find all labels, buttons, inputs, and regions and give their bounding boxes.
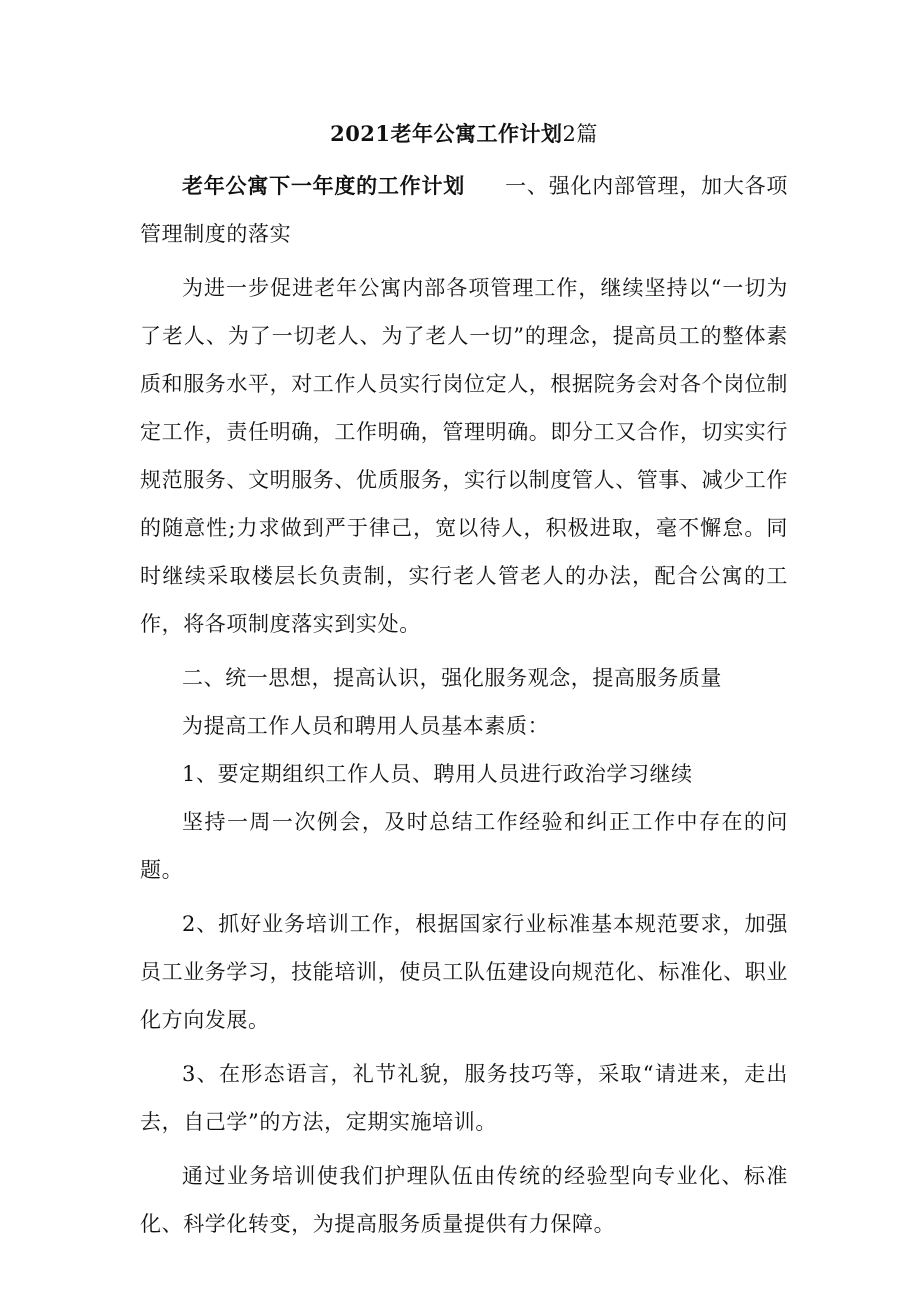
paragraph-2: 为提高工作人员和聘用人员基本素质： — [182, 714, 550, 738]
list-item-3: 3、在形态语言，礼节礼貌，服务技巧等，采取“请进来，走出去，自己学”的方法，定期实施培训。 — [140, 1062, 788, 1134]
list-item-2: 2、抓好业务培训工作，根据国家行业标准基本规范要求，加强员工业务学习，技能培训，使员工队伍建设向规范化、标准化、职业化方向发展。 — [140, 912, 788, 1032]
list-item-1-continued: 坚持一周一次例会，及时总结工作经验和纠正工作中存在的问题。 — [140, 810, 788, 882]
title-count: 2篇 — [562, 122, 598, 146]
subtitle: 老年公寓下一年度的工作计划 — [182, 173, 465, 198]
document-page — [140, 112, 788, 1248]
section2-heading: 二、统一思想，提高认识，强化服务观念，提高服务质量 — [182, 666, 722, 690]
paragraph-3: 通过业务培训使我们护理队伍由传统的经验型向专业化、标准化、科学化转变，为提高服务质量提供有力保障。 — [140, 1164, 788, 1236]
subtitle-paragraph — [140, 162, 788, 258]
document-title — [140, 112, 788, 156]
section1-heading: 一、强化内部管理，加大各项管理制度的落实 — [140, 174, 788, 246]
title-main: 2021老年公寓工作计划 — [330, 121, 563, 146]
paragraph-1: 为进一步促进老年公寓内部各项管理工作，继续坚持以“一切为了老人、为了一切老人、为了老人一切”的理念，提高员工的整体素质和服务水平，对工作人员实行岗位定人，根据院务会对各个岗位制定工作，责任明确，工作明确，管理明确。即分工又合作，切实实行规范服务、文明服务、优质服务，实行以制度管人、管事、减少工作的随意性;力求做到严于律己，宽以待人，积极进取，毫不懈怠。同时继续采取楼层长负责制，实行老人管老人的办法，配合公寓的工作，将各项制度落实到实处。 — [140, 276, 788, 636]
list-item-1: 1、要定期组织工作人员、聘用人员进行政治学习继续 — [182, 762, 693, 786]
